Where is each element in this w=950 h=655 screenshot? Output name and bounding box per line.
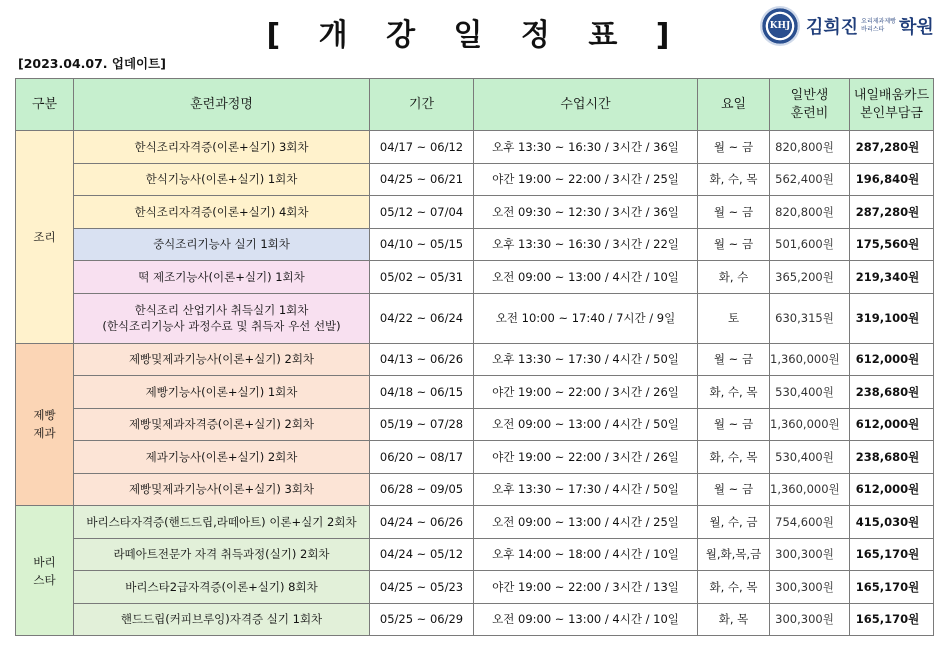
course-fee: 630,315원 xyxy=(770,293,850,343)
course-name: 한식조리자격증(이론+실기) 4회차 xyxy=(74,196,370,229)
course-pay: 165,170원 xyxy=(850,571,934,604)
course-name: 한식기능사(이론+실기) 1회차 xyxy=(74,163,370,196)
course-pay: 165,170원 xyxy=(850,603,934,636)
course-time: 오후 13:30 ~ 17:30 / 4시간 / 50일 xyxy=(474,343,698,376)
header-time: 수업시간 xyxy=(474,79,698,131)
course-pay: 175,560원 xyxy=(850,228,934,261)
course-name: 바리스타자격증(핸드드립,라떼아트) 이론+실기 2회차 xyxy=(74,506,370,539)
header-row xyxy=(16,79,934,131)
course-period: 04/25 ~ 05/23 xyxy=(370,571,474,604)
table-row xyxy=(16,603,934,636)
table-row xyxy=(16,228,934,261)
course-time: 오후 13:30 ~ 16:30 / 3시간 / 36일 xyxy=(474,131,698,164)
course-period: 04/24 ~ 05/12 xyxy=(370,538,474,571)
course-time: 오전 10:00 ~ 17:40 / 7시간 / 9일 xyxy=(474,293,698,343)
table-row xyxy=(16,376,934,409)
course-days: 토 xyxy=(698,293,770,343)
course-period: 06/28 ~ 09/05 xyxy=(370,473,474,506)
logo-name: 김희진 xyxy=(806,17,859,38)
course-time: 야간 19:00 ~ 22:00 / 3시간 / 25일 xyxy=(474,163,698,196)
course-name: 라떼아트전문가 자격 취득과정(실기) 2회차 xyxy=(74,538,370,571)
course-period: 05/02 ~ 05/31 xyxy=(370,261,474,294)
course-pay: 612,000원 xyxy=(850,473,934,506)
academy-logo xyxy=(760,6,934,46)
course-fee: 300,300원 xyxy=(770,538,850,571)
table-row xyxy=(16,261,934,294)
logo-academy: 학원 xyxy=(898,17,934,38)
course-time: 야간 19:00 ~ 22:00 / 3시간 / 26일 xyxy=(474,376,698,409)
category-bake: 제빵 제과 xyxy=(16,343,74,506)
header-pay: 내일배움카드 본인부담금 xyxy=(850,79,934,131)
course-name: 바리스타2급자격증(이론+실기) 8회차 xyxy=(74,571,370,604)
course-period: 06/20 ~ 08/17 xyxy=(370,441,474,474)
header-period: 기간 xyxy=(370,79,474,131)
course-fee: 300,300원 xyxy=(770,603,850,636)
course-fee: 530,400원 xyxy=(770,376,850,409)
table-row xyxy=(16,343,934,376)
table-row xyxy=(16,441,934,474)
course-days: 화, 수, 목 xyxy=(698,376,770,409)
course-fee: 754,600원 xyxy=(770,506,850,539)
table-row xyxy=(16,571,934,604)
course-period: 04/22 ~ 06/24 xyxy=(370,293,474,343)
course-note: (한식조리기능사 과정수료 및 취득자 우선 선발) xyxy=(102,319,341,333)
course-name: 제빵및제과기능사(이론+실기) 3회차 xyxy=(74,473,370,506)
course-name: 제빵및제과기능사(이론+실기) 2회차 xyxy=(74,343,370,376)
table-row xyxy=(16,196,934,229)
course-time: 야간 19:00 ~ 22:00 / 3시간 / 13일 xyxy=(474,571,698,604)
course-period: 04/24 ~ 06/26 xyxy=(370,506,474,539)
table-row xyxy=(16,163,934,196)
course-name: 한식조리 산업기사 취득실기 1회차 (한식조리기능사 과정수료 및 취득자 우선 선발) xyxy=(74,293,370,343)
course-fee: 1,360,000원 xyxy=(770,473,850,506)
course-period: 04/17 ~ 06/12 xyxy=(370,131,474,164)
course-pay: 612,000원 xyxy=(850,408,934,441)
header-course: 훈련과정명 xyxy=(74,79,370,131)
course-fee: 365,200원 xyxy=(770,261,850,294)
course-name: 떡 제조기능사(이론+실기) 1회차 xyxy=(74,261,370,294)
table-row xyxy=(16,293,934,343)
course-name: 제빵기능사(이론+실기) 1회차 xyxy=(74,376,370,409)
course-name: 제과기능사(이론+실기) 2회차 xyxy=(74,441,370,474)
category-barista: 바리 스타 xyxy=(16,506,74,636)
course-time: 오전 09:00 ~ 13:00 / 4시간 / 10일 xyxy=(474,603,698,636)
course-pay: 196,840원 xyxy=(850,163,934,196)
course-days: 월 ~ 금 xyxy=(698,196,770,229)
course-period: 04/10 ~ 05/15 xyxy=(370,228,474,261)
course-days: 월,화,목,금 xyxy=(698,538,770,571)
course-time: 오후 13:30 ~ 17:30 / 4시간 / 50일 xyxy=(474,473,698,506)
course-name: 중식조리기능사 실기 1회차 xyxy=(74,228,370,261)
academy-seal-icon: KHJ xyxy=(760,6,800,46)
course-fee: 562,400원 xyxy=(770,163,850,196)
course-period: 05/19 ~ 07/28 xyxy=(370,408,474,441)
course-pay: 415,030원 xyxy=(850,506,934,539)
course-days: 화, 수, 목 xyxy=(698,163,770,196)
course-days: 화, 목 xyxy=(698,603,770,636)
course-days: 화, 수, 목 xyxy=(698,441,770,474)
course-pay: 238,680원 xyxy=(850,376,934,409)
course-fee: 1,360,000원 xyxy=(770,343,850,376)
course-period: 04/18 ~ 06/15 xyxy=(370,376,474,409)
course-fee: 530,400원 xyxy=(770,441,850,474)
course-pay: 612,000원 xyxy=(850,343,934,376)
course-days: 월 ~ 금 xyxy=(698,228,770,261)
course-period: 04/25 ~ 06/21 xyxy=(370,163,474,196)
table-row xyxy=(16,538,934,571)
course-fee: 501,600원 xyxy=(770,228,850,261)
course-days: 화, 수, 목 xyxy=(698,571,770,604)
course-time: 오후 14:00 ~ 18:00 / 4시간 / 10일 xyxy=(474,538,698,571)
course-fee: 820,800원 xyxy=(770,131,850,164)
header-days: 요일 xyxy=(698,79,770,131)
course-days: 월, 수, 금 xyxy=(698,506,770,539)
course-time: 오전 09:00 ~ 13:00 / 4시간 / 50일 xyxy=(474,408,698,441)
course-name: 핸드드립(커피브루잉)자격증 실기 1회차 xyxy=(74,603,370,636)
course-pay: 165,170원 xyxy=(850,538,934,571)
course-days: 월 ~ 금 xyxy=(698,131,770,164)
course-days: 월 ~ 금 xyxy=(698,473,770,506)
category-cook: 조리 xyxy=(16,131,74,344)
course-pay: 287,280원 xyxy=(850,131,934,164)
course-pay: 219,340원 xyxy=(850,261,934,294)
course-time: 오전 09:30 ~ 12:30 / 3시간 / 36일 xyxy=(474,196,698,229)
course-period: 04/13 ~ 06/26 xyxy=(370,343,474,376)
course-time: 오후 13:30 ~ 16:30 / 3시간 / 22일 xyxy=(474,228,698,261)
course-time: 야간 19:00 ~ 22:00 / 3시간 / 26일 xyxy=(474,441,698,474)
update-date: [2023.04.07. 업데이트] xyxy=(18,56,166,71)
course-days: 화, 수 xyxy=(698,261,770,294)
course-name: 한식조리자격증(이론+실기) 3회차 xyxy=(74,131,370,164)
course-fee: 1,360,000원 xyxy=(770,408,850,441)
course-fee: 820,800원 xyxy=(770,196,850,229)
course-pay: 238,680원 xyxy=(850,441,934,474)
course-pay: 287,280원 xyxy=(850,196,934,229)
course-days: 월 ~ 금 xyxy=(698,408,770,441)
course-pay: 319,100원 xyxy=(850,293,934,343)
course-time: 오전 09:00 ~ 13:00 / 4시간 / 25일 xyxy=(474,506,698,539)
logo-subtitle: 요리제과제빵 바리스타 xyxy=(861,18,896,33)
course-time: 오전 09:00 ~ 13:00 / 4시간 / 10일 xyxy=(474,261,698,294)
header-fee: 일반생 훈련비 xyxy=(770,79,850,131)
table-row xyxy=(16,506,934,539)
table-row xyxy=(16,131,934,164)
schedule-table xyxy=(15,78,934,636)
course-period: 05/12 ~ 07/04 xyxy=(370,196,474,229)
table-row xyxy=(16,408,934,441)
course-name: 제빵및제과자격증(이론+실기) 2회차 xyxy=(74,408,370,441)
table-row xyxy=(16,473,934,506)
course-fee: 300,300원 xyxy=(770,571,850,604)
header-category: 구분 xyxy=(16,79,74,131)
course-days: 월 ~ 금 xyxy=(698,343,770,376)
course-period: 05/25 ~ 06/29 xyxy=(370,603,474,636)
page-title: [ 개 강 일 정 표 ] xyxy=(266,18,684,53)
